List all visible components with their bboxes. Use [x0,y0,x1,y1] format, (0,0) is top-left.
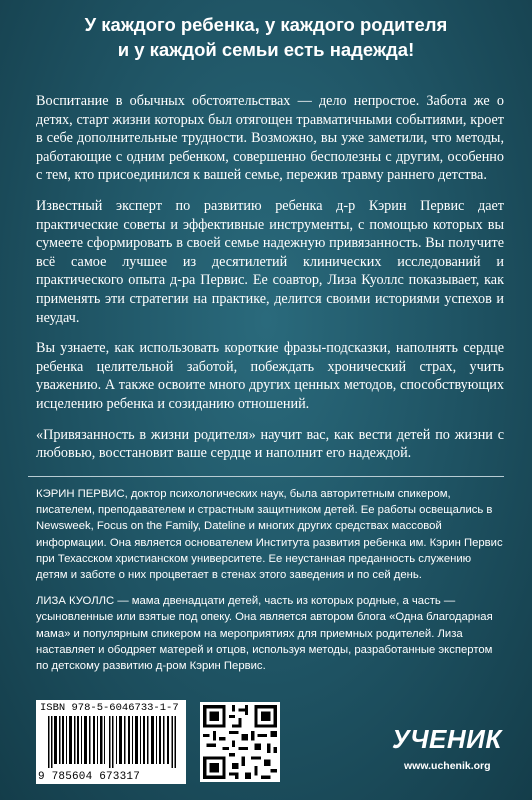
ean-digits: 9 785604 673317 [38,771,141,783]
headline [20,12,512,62]
description [36,92,504,475]
author-bios [36,486,504,684]
publisher-website[interactable]: www.uchenik.org [404,760,491,772]
publisher-logo: УЧЕНИК [392,724,502,754]
description-paragraph-1: Воспитание в обычных обстоятельствах — дело непростое. Забота же о детях, старт жизни которых был отягощен травматичными событиями, кроет в себе дополнительные трудности. Возможно, вы уже заметили, что методы, работающие с одним ребенком, совершенно бесполезны с другим, особенно с тем, кто присоединился к вашей семье, пережив травму раннего детства. [36,93,504,184]
headline-line-1: У каждого ребенка, у каждого родителя [84,14,448,35]
description-paragraph-3: Вы узнаете, как использовать короткие фразы-подсказки, наполнять сердце ребенка целительной заботой, побеждать хронический страх, учить уважению. А также освоите много других ценных методов, способствующих исцелению ребенка и созиданию отношений. [36,340,504,412]
description-paragraph-2: Известный эксперт по развитию ребенка д-р Кэрин Первис дает практические советы и эффективные инструменты, с помощью которых вы сумеете сформировать в своей семье надежную привязанность. Вы получите всё самое лучшее из десятилетий клинических исследований и практического опыта д-ра Первис. Ее соавтор, Лиза Куоллс показывает, как применять эти стратегии на практике, делится своими историями успехов и неудач. [36,197,504,326]
barcode-icon [48,716,176,768]
divider [28,476,504,477]
qr-code-icon[interactable] [200,702,280,782]
headline-line-2: и у каждой семьи есть надежда! [117,39,415,60]
bio-karyn-purvis: КЭРИН ПЕРВИС, доктор психологических наук, была авторитетным спикером, писателем, преподавателем и страстным защитником детей. Ее работы освещались в Newsweek, Focus on the Family, Dateline и многих других средствах массовой информации. Она является основателем Института развития ребенка им. Кэрин Первис при Техасском христианском университете. Ее неустанная преданность служению детям и заботе о них процветает в стенах этого заведения и по сей день. [36,488,503,582]
barcode-label [36,700,186,784]
isbn-text: ISBN 978-5-6046733-1-7 [40,702,179,714]
bio-lisa-qualls: ЛИЗА КУОЛЛС — мама двенадцати детей, часть из которых родные, а часть — усыновленные или взятые под опеку. Она является автором блога «Одна благодарная мама» и популярным спикером на мероприятиях для приемных родителей. Лиза наставляет и ободряет матерей и отцов, используя методы, разработанные экспертом по детскому развитию д-ром Кэрин Первис. [36,595,493,673]
description-paragraph-4: «Привязанность в жизни родителя» научит вас, как вести детей по жизни с любовью, восстановит ваше сердце и наполнит его надеждой. [36,426,504,462]
